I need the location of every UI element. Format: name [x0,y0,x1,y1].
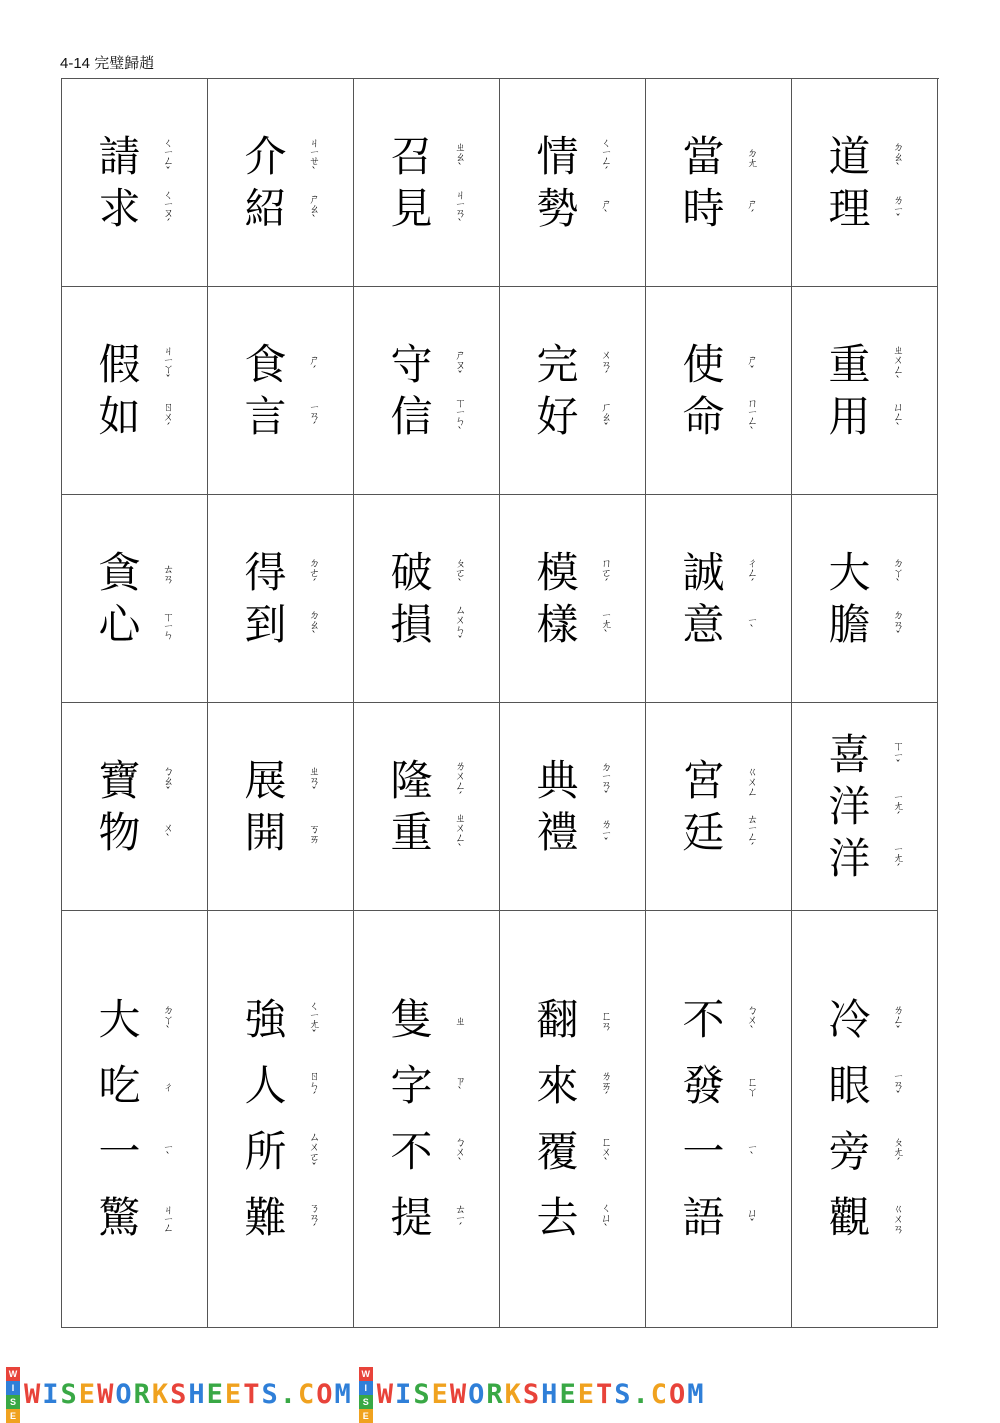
character-with-zhuyin [680,339,758,391]
character-with-zhuyin [680,1053,758,1119]
word-card [500,495,646,703]
watermark-text-2: WISEWORKSHEETS.COM [376,1379,706,1410]
character-with-zhuyin [242,1053,320,1119]
zhuyin: ㄆㄛˋ [453,556,467,589]
zhuyin: ㄔ [161,1081,175,1091]
word-characters [388,755,466,859]
character-with-zhuyin [242,599,320,651]
logo-letter: I [359,1381,373,1395]
watermark-text-1: WISEWORKSHEETS.COM [24,1379,353,1410]
zhuyin: ㄧˋ [745,1142,759,1162]
zhuyin: ㄉㄚˋ [161,1004,175,1036]
character-with-zhuyin [826,183,904,235]
grid-row [62,703,939,911]
grid-row [62,287,939,495]
character-with-zhuyin [388,391,466,443]
hanzi: 信 [390,391,433,441]
hanzi: 紹 [244,183,287,233]
word-card [62,703,208,911]
hanzi: 一 [682,1127,725,1176]
hanzi: 驚 [98,1193,141,1242]
zhuyin: ㄉㄚˋ [891,556,905,589]
hanzi: 貪 [98,547,141,597]
zhuyin: ㄕˇ [745,353,759,376]
hanzi: 寶 [98,755,141,805]
hanzi: 人 [244,1061,287,1110]
zhuyin: ㄑㄧㄤˇ [307,1000,321,1040]
word-characters [242,987,320,1251]
zhuyin: ㄐㄧㄢˋ [453,188,467,229]
character-with-zhuyin [388,183,466,235]
zhuyin: ㄧㄢˊ [307,401,321,432]
zhuyin: ㄕˊ [745,197,759,220]
character-with-zhuyin [826,131,904,183]
hanzi: 大 [828,547,871,597]
hanzi: 觀 [828,1193,871,1242]
character-with-zhuyin [534,391,612,443]
zhuyin: ㄆㄤˊ [891,1136,905,1168]
character-with-zhuyin [534,547,612,599]
hanzi: 請 [98,131,141,181]
zhuyin: ㄐㄧㄥ [161,1204,175,1232]
watermark-footer [0,1368,1000,1421]
hanzi: 介 [244,131,287,181]
zhuyin: ㄩㄥˋ [891,400,905,433]
character-with-zhuyin [826,1119,904,1185]
character-with-zhuyin [680,1119,758,1185]
word-characters [680,755,758,859]
character-with-zhuyin [96,807,174,859]
zhuyin: ㄒㄧˇ [891,739,905,770]
word-card [354,79,500,287]
character-with-zhuyin [96,1185,174,1251]
word-characters [96,755,174,859]
word-characters [96,131,174,235]
character-with-zhuyin [96,1119,174,1185]
hanzi: 一 [98,1127,141,1176]
hanzi: 使 [682,339,725,389]
character-with-zhuyin [388,339,466,391]
hanzi: 召 [390,131,433,181]
word-characters [242,755,320,859]
zhuyin: ㄌㄞˊ [599,1070,613,1102]
character-with-zhuyin [96,599,174,651]
character-with-zhuyin [242,807,320,859]
zhuyin: ㄉㄢˇ [891,608,905,641]
hanzi: 模 [536,547,579,597]
zhuyin: ㄈㄢ [599,1010,613,1030]
hanzi: 重 [828,339,871,389]
zhuyin: ㄕˋ [599,197,613,220]
word-characters [242,131,320,235]
logo-letter: S [6,1395,20,1409]
zhuyin: ㄨㄢˊ [599,348,613,381]
word-characters [96,339,174,443]
zhuyin: ㄑㄧㄥˊ [599,136,613,177]
word-characters [96,987,174,1251]
logo-letter: I [6,1381,20,1395]
hanzi: 禮 [536,807,579,857]
word-characters [242,547,320,651]
logo-icon [359,1367,373,1423]
hanzi: 隻 [390,995,433,1044]
character-with-zhuyin [96,1053,174,1119]
hanzi: 命 [682,391,725,441]
hanzi: 眼 [828,1061,871,1110]
character-with-zhuyin [826,339,904,391]
zhuyin: ㄔㄥˊ [745,556,759,589]
zhuyin: ㄨˋ [161,821,175,844]
word-card [646,79,792,287]
word-characters [534,547,612,651]
zhuyin: ㄓㄨㄥˋ [453,811,467,854]
hanzi: 膽 [828,599,871,649]
word-characters [242,339,320,443]
hanzi: 食 [244,339,287,389]
zhuyin: ㄗˋ [453,1075,467,1097]
hanzi: 破 [390,547,433,597]
word-card [354,287,500,495]
character-with-zhuyin [388,755,466,807]
logo-letter: E [359,1409,373,1423]
zhuyin: ㄅㄠˇ [161,764,175,797]
zhuyin: ㄏㄠˇ [599,400,613,433]
character-with-zhuyin [680,599,758,651]
hanzi: 損 [390,599,433,649]
character-with-zhuyin [96,339,174,391]
word-characters [388,547,466,651]
zhuyin: ㄉㄤ [745,146,759,167]
character-with-zhuyin [96,755,174,807]
hanzi: 提 [390,1193,433,1242]
word-characters [388,987,466,1251]
hanzi: 翻 [536,995,579,1044]
word-card [354,703,500,911]
word-characters [680,131,758,235]
character-with-zhuyin [388,1053,466,1119]
character-with-zhuyin [826,987,904,1053]
character-with-zhuyin [96,547,174,599]
character-with-zhuyin [534,131,612,183]
zhuyin: ㄉㄠˋ [891,140,905,173]
character-with-zhuyin [680,755,758,807]
hanzi: 重 [390,807,433,857]
hanzi: 心 [98,599,141,649]
zhuyin: ㄑㄧㄥˇ [161,136,175,177]
hanzi: 強 [244,995,287,1044]
word-card [208,79,354,287]
hanzi: 意 [682,599,725,649]
zhuyin: ㄧˋ [745,614,759,635]
character-with-zhuyin [534,755,612,807]
word-card [792,911,938,1328]
zhuyin: ㄇㄛˊ [599,556,613,589]
logo-icon [6,1367,20,1423]
zhuyin: ㄖㄣˊ [307,1070,321,1102]
hanzi: 發 [682,1061,725,1110]
zhuyin: ㄍㄨㄥ [745,765,759,796]
character-with-zhuyin [826,599,904,651]
zhuyin: ㄧˋ [161,1142,175,1162]
word-card [500,911,646,1328]
word-card [646,495,792,703]
character-with-zhuyin [388,987,466,1053]
hanzi: 物 [98,807,141,857]
character-with-zhuyin [96,987,174,1053]
zhuyin: ㄑㄧㄡˊ [161,188,175,229]
character-with-zhuyin [534,339,612,391]
character-with-zhuyin [826,833,904,885]
hanzi: 用 [828,391,871,441]
zhuyin: ㄕㄡˇ [453,348,467,381]
hanzi: 開 [244,807,287,857]
word-characters [826,339,904,443]
word-characters [680,547,758,651]
hanzi: 勢 [536,183,579,233]
character-with-zhuyin [388,1119,466,1185]
zhuyin: ㄌㄨㄥˊ [453,759,467,802]
zhuyin: ㄉㄧㄢˇ [599,760,613,801]
grid-row [62,495,939,703]
zhuyin: ㄑㄩˋ [599,1202,613,1234]
word-card [208,287,354,495]
word-card [354,911,500,1328]
character-with-zhuyin [388,599,466,651]
hanzi: 得 [244,547,287,597]
zhuyin: ㄙㄨㄣˇ [453,603,467,646]
zhuyin: ㄩˇ [745,1207,759,1229]
character-with-zhuyin [534,1119,612,1185]
hanzi: 如 [98,391,141,441]
character-with-zhuyin [680,131,758,183]
word-characters [388,131,466,235]
hanzi: 洋 [828,833,871,883]
character-with-zhuyin [96,391,174,443]
zhuyin: ㄈㄨˋ [599,1136,613,1168]
word-card [500,287,646,495]
zhuyin: ㄧㄤˋ [599,609,613,640]
character-with-zhuyin [242,1119,320,1185]
character-with-zhuyin [680,391,758,443]
zhuyin: ㄊㄢ [161,562,175,583]
character-with-zhuyin [534,987,612,1053]
hanzi: 去 [536,1193,579,1242]
zhuyin: ㄅㄨˋ [453,1136,467,1168]
character-with-zhuyin [826,729,904,781]
page-title: 4-14 完璧歸趙 [60,55,155,72]
zhuyin: ㄅㄨˋ [745,1004,759,1036]
word-characters [680,339,758,443]
hanzi: 時 [682,183,725,233]
word-card [646,703,792,911]
zhuyin: ㄓㄢˇ [307,764,321,797]
hanzi: 語 [682,1193,725,1242]
zhuyin: ㄎㄞ [307,822,321,843]
hanzi: 當 [682,131,725,181]
zhuyin: ㄖㄨˊ [161,400,175,433]
logo-letter: W [6,1367,20,1381]
word-card [354,495,500,703]
word-card [646,911,792,1328]
character-with-zhuyin [242,131,320,183]
word-characters [826,729,904,885]
hanzi: 理 [828,183,871,233]
character-with-zhuyin [242,987,320,1053]
character-with-zhuyin [680,547,758,599]
hanzi: 隆 [390,755,433,805]
hanzi: 見 [390,183,433,233]
hanzi: 難 [244,1193,287,1242]
word-characters [826,547,904,651]
hanzi: 完 [536,339,579,389]
character-with-zhuyin [242,339,320,391]
zhuyin: ㄒㄧㄣˋ [453,396,467,437]
word-characters [826,987,904,1251]
character-with-zhuyin [242,755,320,807]
character-with-zhuyin [534,599,612,651]
character-with-zhuyin [242,183,320,235]
character-with-zhuyin [242,391,320,443]
word-card [646,287,792,495]
hanzi: 守 [390,339,433,389]
character-with-zhuyin [680,183,758,235]
grid-row [62,911,939,1328]
zhuyin: ㄌㄧˇ [599,817,613,848]
character-with-zhuyin [826,1053,904,1119]
vocabulary-grid [61,78,939,1328]
hanzi: 字 [390,1061,433,1110]
zhuyin: ㄌㄧˇ [891,193,905,224]
character-with-zhuyin [242,547,320,599]
character-with-zhuyin [242,1185,320,1251]
zhuyin: ㄒㄧㄣ [161,610,175,639]
zhuyin: ㄕˊ [307,353,321,376]
hanzi: 覆 [536,1127,579,1176]
hanzi: 不 [390,1127,433,1176]
zhuyin: ㄐㄧㄚˇ [161,344,175,385]
word-characters [534,755,612,859]
character-with-zhuyin [388,1185,466,1251]
word-card [500,703,646,911]
hanzi: 樣 [536,599,579,649]
character-with-zhuyin [534,1053,612,1119]
word-card [792,287,938,495]
zhuyin: ㄌㄥˇ [891,1004,905,1036]
hanzi: 吃 [98,1061,141,1110]
word-card [208,703,354,911]
word-card [62,911,208,1328]
hanzi: 廷 [682,807,725,857]
word-characters [96,547,174,651]
zhuyin: ㄙㄨㄛˇ [307,1131,321,1173]
character-with-zhuyin [826,1185,904,1251]
zhuyin: ㄈㄚ [745,1076,759,1096]
logo-letter: W [359,1367,373,1381]
zhuyin: ㄉㄜˊ [307,556,321,589]
word-characters [534,987,612,1251]
character-with-zhuyin [680,807,758,859]
word-card [500,79,646,287]
hanzi: 洋 [828,781,871,831]
character-with-zhuyin [388,131,466,183]
hanzi: 假 [98,339,141,389]
word-characters [388,339,466,443]
zhuyin: ㄧㄤˊ [891,791,905,822]
character-with-zhuyin [96,183,174,235]
hanzi: 展 [244,755,287,805]
hanzi: 誠 [682,547,725,597]
word-card [208,495,354,703]
zhuyin: ㄓ [453,1015,467,1025]
character-with-zhuyin [826,781,904,833]
hanzi: 所 [244,1127,287,1176]
word-characters [680,987,758,1251]
character-with-zhuyin [96,131,174,183]
hanzi: 道 [828,131,871,181]
hanzi: 言 [244,391,287,441]
character-with-zhuyin [534,807,612,859]
hanzi: 到 [244,599,287,649]
zhuyin: ㄊㄧˊ [453,1203,467,1233]
hanzi: 不 [682,995,725,1044]
hanzi: 好 [536,391,579,441]
hanzi: 宮 [682,755,725,805]
zhuyin: ㄧㄤˊ [891,843,905,874]
word-card [62,287,208,495]
zhuyin: ㄕㄠˋ [307,192,321,225]
word-card [792,703,938,911]
hanzi: 情 [536,131,579,181]
hanzi: 大 [98,995,141,1044]
zhuyin: ㄇㄧㄥˋ [745,396,759,437]
grid-row [62,79,939,287]
zhuyin: ㄉㄠˋ [307,608,321,641]
word-card [792,495,938,703]
word-card [208,911,354,1328]
hanzi: 來 [536,1061,579,1110]
character-with-zhuyin [826,391,904,443]
word-card [62,495,208,703]
word-characters [534,131,612,235]
hanzi: 求 [98,183,141,233]
zhuyin: ㄋㄢˊ [307,1202,321,1234]
character-with-zhuyin [534,1185,612,1251]
word-card [792,79,938,287]
hanzi: 旁 [828,1127,871,1176]
zhuyin: ㄓㄠˋ [453,140,467,173]
logo-letter: S [359,1395,373,1409]
hanzi: 喜 [828,729,871,779]
zhuyin: ㄧㄢˇ [891,1071,905,1101]
character-with-zhuyin [680,987,758,1053]
character-with-zhuyin [680,1185,758,1251]
zhuyin: ㄐㄧㄝˋ [307,136,321,177]
character-with-zhuyin [534,183,612,235]
character-with-zhuyin [826,547,904,599]
zhuyin: ㄍㄨㄢ [891,1203,905,1233]
character-with-zhuyin [388,807,466,859]
zhuyin: ㄓㄨㄥˋ [891,343,905,386]
logo-letter: E [6,1409,20,1423]
character-with-zhuyin [388,547,466,599]
hanzi: 冷 [828,995,871,1044]
word-card [62,79,208,287]
word-characters [534,339,612,443]
word-characters [826,131,904,235]
hanzi: 典 [536,755,579,805]
zhuyin: ㄊㄧㄥˊ [745,812,759,853]
